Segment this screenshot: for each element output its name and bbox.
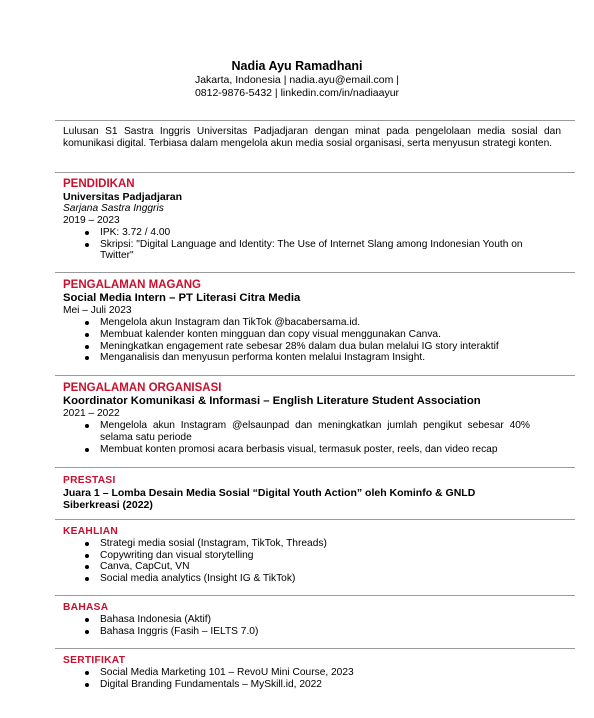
organization-role: Koordinator Komunikasi & Informasi – English Literature Student Association [63, 395, 481, 407]
organization-section [63, 382, 563, 455]
certificate-item: Digital Branding Fundamentals – MySkill.id, 2022 [100, 679, 563, 691]
divider [55, 648, 575, 649]
divider [55, 375, 575, 376]
internship-bullet: Menganalisis dan menyusun performa konten melalui Instagram Insight. [100, 352, 563, 364]
section-title-languages: BAHASA [63, 602, 109, 613]
candidate-name: Nadia Ayu Ramadhani [231, 59, 363, 73]
divider [55, 467, 575, 468]
contact-line-2: 0812-9876-5432 | linkedin.com/in/nadiaayur [194, 87, 400, 99]
internship-section [63, 279, 563, 364]
education-section [63, 178, 563, 262]
section-title-achievements: PRESTASI [63, 475, 116, 486]
skills-section [63, 525, 563, 585]
language-item: Bahasa Inggris (Fasih – IELTS 7.0) [100, 626, 563, 638]
divider [55, 519, 575, 520]
section-title-skills: KEAHLIAN [63, 526, 119, 537]
internship-bullet: Meningkatkan engagement rate sebesar 28% dalam dua bulan melalui IG story interaktif [100, 341, 563, 353]
skill-item: Social media analytics (Insight IG & TikTok) [100, 573, 563, 585]
education-degree: Sarjana Sastra Inggris [63, 203, 164, 215]
organization-bullet: Membuat konten promosi acara berbasis visual, termasuk poster, reels, dan video recap [100, 444, 530, 456]
internship-role: Social Media Intern – PT Literasi Citra Media [63, 292, 301, 304]
divider [55, 272, 575, 273]
language-item: Bahasa Indonesia (Aktif) [100, 614, 563, 626]
section-title-internship: PENGALAMAN MAGANG [63, 279, 201, 291]
skill-item: Canva, CapCut, VN [100, 561, 563, 573]
education-bullet: IPK: 3.72 / 4.00 [100, 227, 550, 239]
languages-section [63, 601, 563, 637]
education-institution: Universitas Padjadjaran [63, 191, 183, 203]
resume-header [0, 58, 594, 100]
achievements-section [63, 474, 563, 512]
section-title-organization: PENGALAMAN ORGANISASI [63, 382, 222, 394]
internship-dates: Mei – Juli 2023 [63, 305, 132, 317]
internship-bullet: Membuat kalender konten mingguan dan copy visual menggunakan Canva. [100, 329, 563, 341]
section-title-education: PENDIDIKAN [63, 178, 135, 190]
contact-line-1: Jakarta, Indonesia | nadia.ayu@email.com | [194, 74, 400, 86]
skill-item: Strategi media sosial (Instagram, TikTok, Threads) [100, 538, 563, 550]
achievement-item: Juara 1 – Lomba Desain Media Sosial “Digital Youth Action” oleh Kominfo & GNLD Siberkreasi (2022) [63, 487, 476, 512]
certificate-item: Social Media Marketing 101 – RevoU Mini Course, 2023 [100, 667, 563, 679]
certificates-section [63, 654, 563, 690]
education-bullet: Skripsi: "Digital Language and Identity: The Use of Internet Slang among Indonesian Youth on Twitter" [100, 239, 550, 262]
section-title-certificates: SERTIFIKAT [63, 655, 126, 666]
divider [55, 172, 575, 173]
internship-bullet: Mengelola akun Instagram dan TikTok @bacabersama.id. [100, 317, 563, 329]
organization-dates: 2021 – 2022 [63, 408, 120, 420]
organization-bullet: Mengelola akun Instagram @elsaunpad dan meningkatkan jumlah pengikut sebesar 40% selama satu periode [100, 420, 530, 443]
profile-summary: Lulusan S1 Sastra Inggris Universitas Padjadjaran dengan minat pada pengelolaan media sosial dan komunikasi digital. Terbiasa dalam mengelola akun media sosial organisasi, serta menyusun strategi konten. [63, 126, 561, 150]
skill-item: Copywriting dan visual storytelling [100, 550, 563, 562]
education-dates: 2019 – 2023 [63, 215, 120, 227]
divider [55, 120, 575, 121]
divider [55, 595, 575, 596]
